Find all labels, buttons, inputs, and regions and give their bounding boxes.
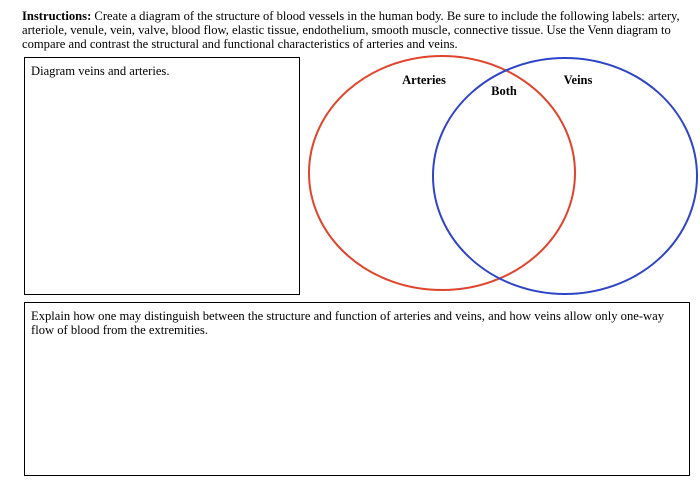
instructions-text: Create a diagram of the structure of blood vessels in the human body. Be sure to include the following labels: artery, arteriole, venule, vein, valve, blood flow, elastic tissue, endothelium, smooth muscle, connective tissue. Use the Venn diagram to compare and contrast the structural and functional characteristics of arteries and veins. [22, 9, 680, 51]
explanation-answer-box[interactable] [24, 302, 690, 476]
venn-both-label: Both [491, 84, 517, 98]
venn-veins-label: Veins [563, 73, 593, 87]
explanation-prompt: Explain how one may distinguish between the structure and function of arteries and veins, and how veins allow only one-way flow of blood from the extremities. [31, 309, 665, 337]
venn-veins-circle [433, 58, 697, 294]
venn-arteries-circle [309, 56, 575, 290]
instructions-heading: Instructions: [22, 9, 92, 23]
diagram-box-label: Diagram veins and arteries. [31, 64, 170, 78]
venn-arteries-label: Arteries [402, 73, 446, 87]
